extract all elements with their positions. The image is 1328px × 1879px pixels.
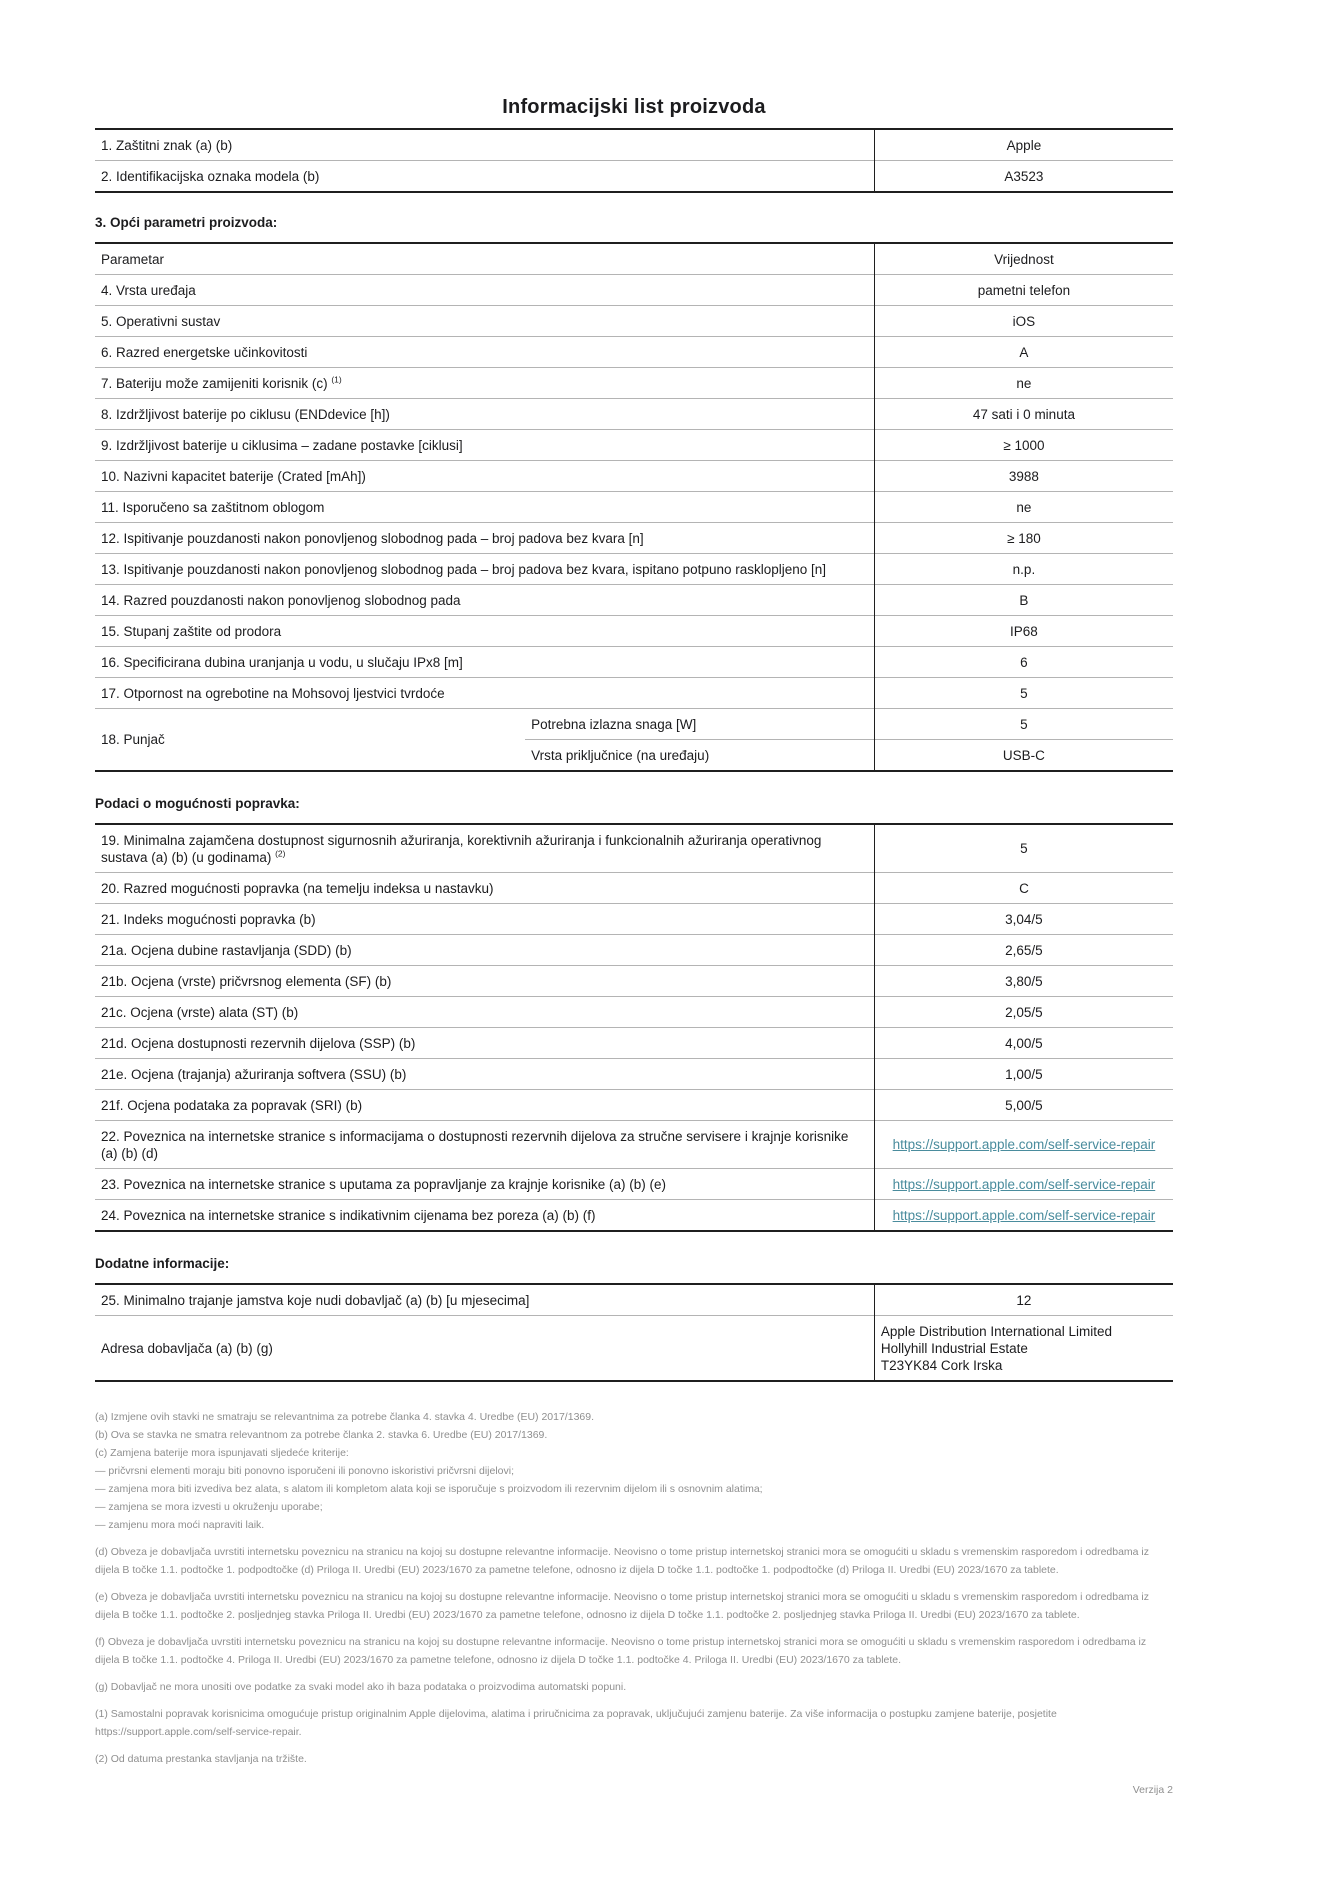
footnote-paragraph: (1) Samostalni popravak korisnicima omogućuje pristup originalnim Apple dijelovima, alatima i priručnicima za popravak, uključujući zamjenu baterije. Za više informacija o postupku zamjene baterije, posjetite https://support.apple.com/self-service-repair. <box>95 1708 1057 1738</box>
parameter-value <box>874 1200 1173 1232</box>
parameter-value <box>874 935 1173 966</box>
footnote-line: (a) Izmjene ovih stavki ne smatraju se relevantnima za potrebe članka 4. stavka 4. Uredbe (EU) 2017/1369. <box>95 1411 595 1423</box>
parameter-value-text: 12 <box>1016 1292 1032 1308</box>
parameter-label <box>95 275 874 306</box>
supplier-address-line: Hollyhill Industrial Estate <box>880 1340 1028 1356</box>
footnote-line: (c) Zamjena baterije mora ispunjavati sljedeće kriterije: <box>95 1447 349 1459</box>
table-row <box>95 399 1173 430</box>
parameter-value-text: 2,65/5 <box>1005 942 1043 958</box>
footnote-paragraph: (d) Obveza je dobavljača uvrstiti internetsku poveznicu na stranicu na kojoj su dostupne relevantne informacije. Neovisno o tome pristup internetskoj stranici mora se omogućiti u skladu s vremenskim rasporedom i odredbama iz dijela B točke 1.1. podtočke 1. podpodtočke (d) Priloga II. Uredbi (EU) 2023/1670 za pametne telefone, odnosno iz dijela D točke 1.1. podtočke 1. podpodtočke (d) Priloga II. Uredbi (EU) 2023/1670 za tablete. <box>95 1546 1150 1576</box>
parameter-label-text: 23. Poveznica na internetske stranice s uputama za popravljanje za krajnje korisnike (a) (b) (e) <box>101 1176 667 1192</box>
parameter-label <box>95 129 874 161</box>
table-row <box>95 997 1173 1028</box>
table-row <box>95 1316 1173 1382</box>
parameter-label <box>95 1169 874 1200</box>
parameter-label-text: 12. Ispitivanje pouzdanosti nakon ponovljenog slobodnog pada – broj padova bez kvara [n] <box>101 530 644 546</box>
parameter-label-text: 25. Minimalno trajanje jamstva koje nudi dobavljač (a) (b) [u mjesecima] <box>101 1292 530 1308</box>
supplier-address-line: T23YK84 Cork Irska <box>880 1357 1003 1373</box>
parameter-value <box>874 161 1173 193</box>
parameter-value <box>874 1028 1173 1059</box>
parameter-label-text: 5. Operativni sustav <box>101 313 221 329</box>
parameter-value-text: 6 <box>1020 654 1028 670</box>
footnotes-block <box>95 1408 1173 1768</box>
table-row <box>95 461 1173 492</box>
table-row <box>95 368 1173 399</box>
parameter-value: USB-C <box>874 740 1173 772</box>
parameter-label <box>95 492 874 523</box>
table-row <box>95 904 1173 935</box>
parameter-label <box>95 997 874 1028</box>
table-row <box>95 1284 1173 1316</box>
table-row <box>95 678 1173 709</box>
parameter-label <box>95 399 874 430</box>
parameter-value <box>874 337 1173 368</box>
additional-info-table <box>95 1283 1173 1382</box>
parameter-value-text: pametni telefon <box>977 282 1071 298</box>
parameter-label-text: 20. Razred mogućnosti popravka (na temelju indeksa u nastavku) <box>101 880 494 896</box>
parameter-value <box>874 399 1173 430</box>
parameter-label <box>95 554 874 585</box>
parameter-value-text: ≥ 1000 <box>1003 437 1045 453</box>
table-row <box>95 337 1173 368</box>
table-row <box>95 935 1173 966</box>
parameter-value <box>874 647 1173 678</box>
parameter-label-text: 1. Zaštitni znak (a) (b) <box>101 137 233 153</box>
parameter-value-text: n.p. <box>1012 561 1036 577</box>
parameter-value-text: iOS <box>1012 313 1036 329</box>
footnote-line: — zamjena mora biti izvediva bez alata, s alatom ili kompletom alata koji se isporučuje s proizvodom ili rezervnim dijelom ili s osnovnim alatima; <box>95 1483 763 1495</box>
parameter-value <box>874 554 1173 585</box>
parameter-label <box>95 824 874 873</box>
footnote-paragraph: (g) Dobavljač ne mora unositi ove podatke za svaki model ako ih baza podataka o proizvodima automatski popuni. <box>95 1681 627 1693</box>
parameter-label-text: 13. Ispitivanje pouzdanosti nakon ponovljenog slobodnog pada – broj padova bez kvara, ispitano potpuno rasklopljeno [n] <box>101 561 827 577</box>
table-row <box>95 1200 1173 1232</box>
parameter-value-text: ne <box>1016 499 1032 515</box>
parameter-label-text: 22. Poveznica na internetske stranice s informacijama o dostupnosti rezervnih dijelova za stručne servisere i krajnje korisnike (a) (b) (d) <box>101 1128 849 1161</box>
parameter-value <box>874 1059 1173 1090</box>
parameter-value <box>874 275 1173 306</box>
footnote-line: — pričvrsni elementi moraju biti ponovno isporučeni ili ponovno iskoristivi pričvrsni dijelovi; <box>95 1465 515 1477</box>
parameter-label <box>95 461 874 492</box>
parameter-value-text: 47 sati i 0 minuta <box>972 406 1075 422</box>
parameter-value-text: C <box>1019 880 1029 896</box>
parameter-value-text: 1,00/5 <box>1005 1066 1043 1082</box>
parameter-value <box>874 1090 1173 1121</box>
table-row <box>95 554 1173 585</box>
parameter-value-text: 4,00/5 <box>1005 1035 1043 1051</box>
parameter-label <box>95 368 874 399</box>
general-parameters-table <box>95 242 1173 772</box>
table-row <box>95 966 1173 997</box>
parameter-label <box>95 1284 874 1316</box>
parameter-value <box>874 1169 1173 1200</box>
parameter-label <box>95 904 874 935</box>
table-row <box>95 824 1173 873</box>
parameter-label <box>95 337 874 368</box>
parameter-label-text: 21b. Ocjena (vrste) pričvrsnog elementa (SF) (b) <box>101 973 392 989</box>
parameter-value-text: 3,04/5 <box>1005 911 1043 927</box>
parameter-value-text: B <box>1019 592 1029 608</box>
parameter-label-text: 2. Identifikacijska oznaka modela (b) <box>101 168 320 184</box>
parameter-label <box>95 306 874 337</box>
parameter-label <box>95 935 874 966</box>
parameter-label <box>95 1028 874 1059</box>
parameter-label-text: 21e. Ocjena (trajanja) ažuriranja softvera (SSU) (b) <box>101 1066 407 1082</box>
footnote-paragraph: (f) Obveza je dobavljača uvrstiti internetsku poveznicu na stranicu na kojoj su dostupne relevantne informacije. Neovisno o tome pristup internetskoj stranici mora se omogućiti u skladu s vremenskim rasporedom i odredbama iz dijela B točke 1.1. podtočke 4. Priloga II. Uredbi (EU) 2023/1670 za pametne telefone, odnosno iz dijela D točke 1.1. podtočke 4. Priloga II. Uredbi (EU) 2023/1670 za tablete. <box>95 1636 1147 1666</box>
parameter-value <box>874 1121 1173 1169</box>
table-row <box>95 129 1173 161</box>
parameter-value-text: ≥ 180 <box>1007 530 1041 546</box>
parameter-value-text: A <box>1019 344 1029 360</box>
table-row <box>95 585 1173 616</box>
parameter-label-text: 6. Razred energetske učinkovitosti <box>101 344 308 360</box>
parameter-value <box>874 523 1173 554</box>
parameter-label-text: Adresa dobavljača (a) (b) (g) <box>101 1340 273 1356</box>
parameter-label <box>95 523 874 554</box>
parameter-value-text: 5,00/5 <box>1005 1097 1043 1113</box>
column-header-parameter: Parametar <box>101 251 165 267</box>
parameter-value <box>874 997 1173 1028</box>
footnote-line: — zamjenu mora moći napraviti laik. <box>95 1519 265 1531</box>
parameter-value <box>874 129 1173 161</box>
parameter-label <box>95 1059 874 1090</box>
parameter-value <box>874 368 1173 399</box>
table-row <box>95 616 1173 647</box>
table-row <box>95 306 1173 337</box>
parameter-value <box>874 1316 1173 1382</box>
table-row <box>95 523 1173 554</box>
parameter-label <box>95 873 874 904</box>
parameter-value <box>874 966 1173 997</box>
parameter-label <box>95 161 874 193</box>
parameter-label-text: 21. Indeks mogućnosti popravka (b) <box>101 911 316 927</box>
table-row <box>95 1028 1173 1059</box>
footnote-paragraph: (2) Od datuma prestanka stavljanja na tržište. <box>95 1753 307 1765</box>
parameter-label-text: 17. Otpornost na ogrebotine na Mohsovoj ljestvici tvrdoće <box>101 685 445 701</box>
repairability-table <box>95 823 1173 1232</box>
section-heading-repairability: Podaci o mogućnosti popravka: <box>95 796 300 811</box>
parameter-value <box>874 824 1173 873</box>
footnote-line: (b) Ova se stavka ne smatra relevantnom za potrebe članka 2. stavka 6. Uredbe (EU) 2017/1369. <box>95 1429 548 1441</box>
parameter-label <box>95 1200 874 1232</box>
page-title: Informacijski list proizvoda <box>502 96 766 118</box>
parameter-label <box>95 1090 874 1121</box>
parameter-label <box>95 1121 874 1169</box>
table-row <box>95 161 1173 193</box>
parameter-value <box>874 1284 1173 1316</box>
parameter-value-text: 3,80/5 <box>1005 973 1043 989</box>
version-label: Verzija 2 <box>1132 1784 1173 1796</box>
table-row <box>95 647 1173 678</box>
table-row <box>95 1059 1173 1090</box>
self-service-repair-link[interactable]: https://support.apple.com/self-service-repair <box>892 1176 1156 1192</box>
parameter-label-text: 7. Bateriju može zamijeniti korisnik (c) <box>101 375 328 391</box>
parameter-value <box>874 585 1173 616</box>
parameter-value <box>874 678 1173 709</box>
parameter-label-text: 21c. Ocjena (vrste) alata (ST) (b) <box>101 1004 299 1020</box>
footnote-reference: (1) <box>331 374 342 384</box>
table-row <box>95 1121 1173 1169</box>
parameter-value-text: ne <box>1016 375 1032 391</box>
table-row <box>95 430 1173 461</box>
parameter-label-text: 24. Poveznica na internetske stranice s indikativnim cijenama bez poreza (a) (b) (f) <box>101 1207 596 1223</box>
parameter-label-text: 19. Minimalna zajamčena dostupnost sigurnosnih ažuriranja, korektivnih ažuriranja i funkcionalnih ažuriranja operativnog sustava (a) (b) (u godinama) <box>101 832 822 865</box>
parameter-value-text: 3988 <box>1008 468 1039 484</box>
parameter-value-text: 2,05/5 <box>1005 1004 1043 1020</box>
parameter-label-text: 11. Isporučeno sa zaštitnom oblogom <box>101 499 325 515</box>
parameter-value: 5 <box>874 709 1173 740</box>
parameter-label-text: 8. Izdržljivost baterije po ciklusu (ENDdevice [h]) <box>101 406 390 422</box>
parameter-value <box>874 461 1173 492</box>
footnote-line: — zamjena se mora izvesti u okruženju uporabe; <box>95 1501 323 1513</box>
parameter-label <box>95 1316 874 1382</box>
parameter-label <box>95 430 874 461</box>
parameter-value <box>874 873 1173 904</box>
sub-parameter-label: Potrebna izlazna snaga [W] <box>525 709 874 740</box>
parameter-value-text: IP68 <box>1010 623 1038 639</box>
column-header-value: Vrijednost <box>874 243 1173 275</box>
self-service-repair-link[interactable]: https://support.apple.com/self-service-repair <box>892 1137 1156 1152</box>
parameter-label-text: 16. Specificirana dubina uranjanja u vodu, u slučaju IPx8 [m] <box>101 654 463 670</box>
table-row <box>95 1169 1173 1200</box>
section-heading-general-parameters: 3. Opći parametri proizvoda: <box>95 215 278 230</box>
parameter-label <box>95 966 874 997</box>
parameter-label-text: 14. Razred pouzdanosti nakon ponovljenog slobodnog pada <box>101 592 461 608</box>
footnote-paragraph: (e) Obveza je dobavljača uvrstiti internetsku poveznicu na stranicu na kojoj su dostupne relevantne informacije. Neovisno o tome pristup internetskoj stranici mora se omogućiti u skladu s vremenskim rasporedom i odredbama iz dijela B točke 1.1. podtočke 2. posljednjeg stavka Priloga II. Uredbi (EU) 2023/1670 za pametne telefone, odnosno iz dijela D točke 1.1. podtočke 2. posljednjeg stavka Priloga II. Uredbi (EU) 2023/1670 za tablete. <box>95 1591 1150 1621</box>
parameter-value <box>874 616 1173 647</box>
parameter-label: 18. Punjač <box>95 709 525 772</box>
footnote-reference: (2) <box>275 848 286 858</box>
table-row <box>95 873 1173 904</box>
parameter-value <box>874 492 1173 523</box>
table-row <box>95 275 1173 306</box>
self-service-repair-link[interactable]: https://support.apple.com/self-service-repair <box>892 1207 1156 1223</box>
supplier-address-line: Apple Distribution International Limited <box>880 1323 1113 1339</box>
parameter-value <box>874 904 1173 935</box>
parameter-label-text: 4. Vrsta uređaja <box>101 282 196 298</box>
table-row <box>95 1090 1173 1121</box>
parameter-value-text: 5 <box>1020 685 1028 701</box>
parameter-label <box>95 585 874 616</box>
table-header-row <box>95 243 1173 275</box>
parameter-label <box>95 678 874 709</box>
parameter-label-text: 15. Stupanj zaštite od prodora <box>101 623 282 639</box>
parameter-value-text: Apple <box>1006 137 1042 153</box>
parameter-label-text: 21a. Ocjena dubine rastavljanja (SDD) (b) <box>101 942 352 958</box>
table-row-charger <box>95 709 1173 740</box>
parameter-label <box>95 616 874 647</box>
document-page <box>95 0 1173 1796</box>
identification-table <box>95 128 1173 193</box>
parameter-value <box>874 306 1173 337</box>
parameter-label-text: 21f. Ocjena podataka za popravak (SRI) (b) <box>101 1097 363 1113</box>
table-row <box>95 492 1173 523</box>
parameter-value <box>874 430 1173 461</box>
parameter-value-text: 5 <box>1020 841 1028 856</box>
sub-parameter-label: Vrsta priključnice (na uređaju) <box>525 740 874 772</box>
parameter-label-text: 9. Izdržljivost baterije u ciklusima – zadane postavke [ciklusi] <box>101 437 463 453</box>
section-heading-additional-info: Dodatne informacije: <box>95 1256 230 1271</box>
parameter-label-text: 21d. Ocjena dostupnosti rezervnih dijelova (SSP) (b) <box>101 1035 416 1051</box>
parameter-value-text: A3523 <box>1004 168 1044 184</box>
parameter-label <box>95 647 874 678</box>
parameter-label-text: 10. Nazivni kapacitet baterije (Crated [mAh]) <box>101 468 366 484</box>
